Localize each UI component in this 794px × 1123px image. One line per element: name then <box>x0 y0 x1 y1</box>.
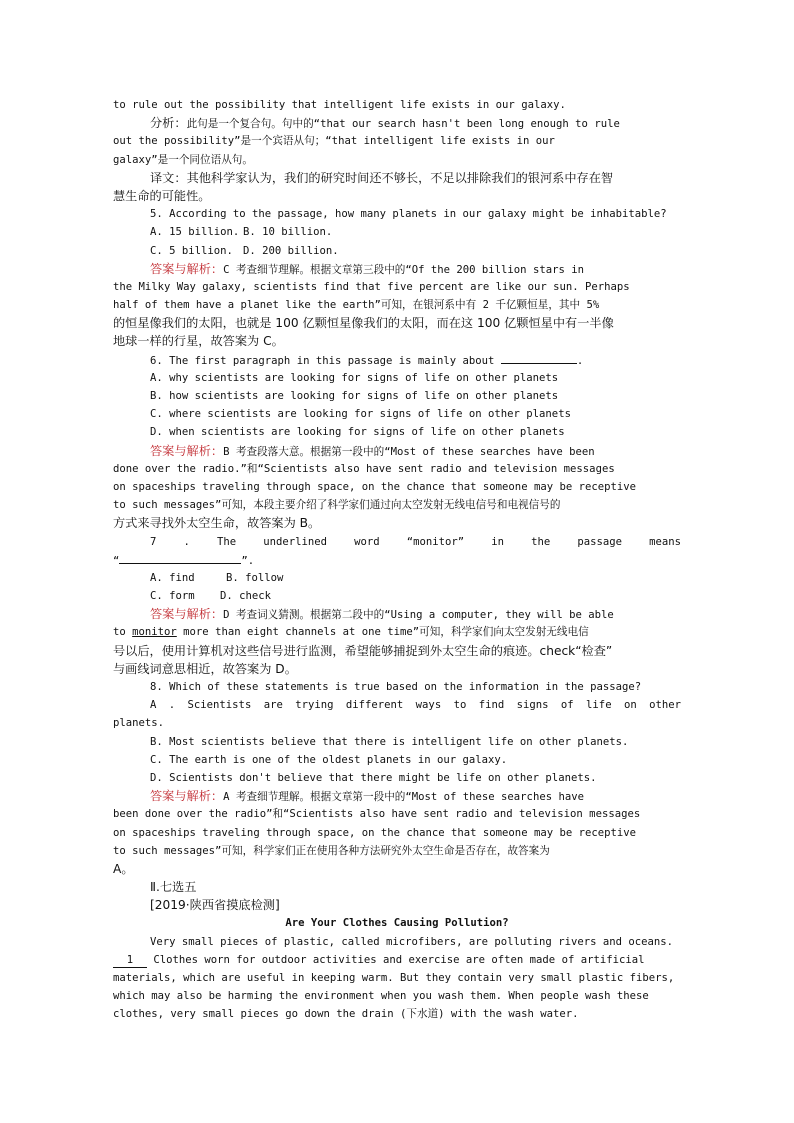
answer-label: 答案与解析： <box>150 607 224 622</box>
text: more than eight channels at one time”可知，科学家们向太空发射无线电信 <box>176 626 589 639</box>
answer-text: A 考查细节理解。根据文章第一段中的“Most of these searches have <box>223 791 584 804</box>
option-b: B. Most scientists believe that there is intelligent life on other planets. <box>150 735 629 748</box>
answer-text: C 考查细节理解。根据文章第三段中的“Of the 200 billion stars in <box>223 263 584 276</box>
option-c: C. where scientists are looking for signs of life on other planets <box>150 408 571 421</box>
blank-1[interactable] <box>113 953 147 968</box>
option-d: D. 200 billion. <box>243 244 339 257</box>
explanation-line: the Milky Way galaxy, scientists find that five percent are like our sun. Perhaps <box>113 280 630 293</box>
explanation-line: 与画线词意思相近，故答案为 D。 <box>113 661 297 676</box>
underlined-word: monitor <box>132 626 177 639</box>
section-source: [2019·陕西省摸底检测] <box>150 898 280 913</box>
option-a: A. why scientists are looking for signs of life on other planets <box>150 371 559 384</box>
answer-blank[interactable] <box>501 351 577 364</box>
explanation-line: to such messages”可知，本段主要介绍了科学家们通过向太空发射无线电信号和电视信号的 <box>113 499 561 512</box>
translation-text: 其他科学家认为，我们的研究时间还不够长，不足以排除我们的银河系中存在智 <box>186 170 614 185</box>
document-page <box>113 96 681 1024</box>
passage-line: clothes, very small pieces go down the drain (下水道) with the wash water. <box>113 1008 579 1021</box>
explanation-line: on spaceships traveling through space, on the chance that someone may be receptive <box>113 826 636 839</box>
option-d: D. Scientists don't believe that there might be life on other planets. <box>150 771 597 784</box>
question-8-stem: 8. Which of these statements is true based on the information in the passage? <box>150 681 642 693</box>
passage-line: materials, which are useful in keeping warm. But they contain very small plastic fibers, <box>113 972 675 984</box>
translation-line: 慧生命的可能性。 <box>113 188 211 203</box>
explanation-line: 的恒星像我们的太阳，也就是 100 亿颗恒星像我们的太阳，而在这 100 亿颗恒星中有一半像 <box>113 316 614 331</box>
option-a: A. 15 billion. <box>150 226 240 239</box>
option-d: D. when scientists are looking for signs of life on other planets <box>150 426 565 439</box>
passage-title: Are Your Clothes Causing Pollution? <box>285 917 509 930</box>
translation-label: 译文： <box>150 170 187 185</box>
question-7-options-row <box>113 587 681 605</box>
text: Clothes worn for outdoor activities and exercise are often made of artificial <box>147 953 645 966</box>
explanation-line: half of them have a planet like the earth”可知，在银河系中有 2 千亿颗恒星，其中 5% <box>113 299 600 312</box>
answer-label: 答案与解析： <box>150 261 224 276</box>
option-c: C. 5 billion. <box>150 244 233 257</box>
question-7-stem-cont <box>113 551 681 569</box>
explanation-line: 号以后，使用计算机对这些信号进行监测，希望能够捕捉到外太空生命的痕迹。check“检查” <box>113 643 613 658</box>
option-a-cont: planets. <box>113 717 165 730</box>
stem-end: . <box>576 354 584 367</box>
passage-line <box>113 951 681 969</box>
answer-label: 答案与解析： <box>150 789 224 804</box>
stem-text: 6. The first paragraph in this passage is mainly about <box>150 354 495 367</box>
answer-line <box>113 442 681 460</box>
answer-label: 答案与解析： <box>150 443 224 458</box>
section-heading: Ⅱ.七选五 <box>150 880 197 895</box>
option-b: B. follow <box>226 571 284 584</box>
option-c: C. form <box>150 590 195 603</box>
question-7-options-row <box>113 569 681 587</box>
answer-line <box>113 605 681 623</box>
question-5-options-row <box>113 242 681 260</box>
question-7-stem: 7 . The underlined word “monitor” in the passage means <box>150 535 681 548</box>
answer-text: B 考查段落大意。根据第一段中的“Most of these searches have been <box>223 445 595 458</box>
option-d: D. check <box>220 590 272 603</box>
explanation-line: been done over the radio”和“Scientists also have sent radio and television messages <box>113 808 641 821</box>
analysis-label: 分析： <box>150 116 187 131</box>
prev-sentence: to rule out the possibility that intelligent life exists in our galaxy. <box>113 99 566 111</box>
explanation-line <box>113 623 681 641</box>
blank-number: 1 <box>126 953 134 966</box>
explanation-line: done over the radio.”和“Scientists also have sent radio and television messages <box>113 462 615 475</box>
passage-line: which may also be harming the environment when you wash them. When people wash these <box>113 990 649 1003</box>
option-b: B. 10 billion. <box>243 226 333 239</box>
explanation-line: on spaceships traveling through space, on the chance that someone may be receptive <box>113 480 636 493</box>
answer-text: D 考查词义猜测。根据第二段中的“Using a computer, they will be able <box>223 609 614 622</box>
translation-line <box>113 169 681 187</box>
analysis-line: galaxy”是一个同位语从句。 <box>113 153 253 166</box>
explanation-line: 方式来寻找外太空生命，故答案为 B。 <box>113 516 321 531</box>
answer-line <box>113 260 681 278</box>
question-5-options-row <box>113 223 681 241</box>
stem-end: ”. <box>241 554 255 567</box>
explanation-line: to such messages”可知，科学家们正在使用各种方法研究外太空生命是否存在，故答案为 <box>113 844 550 857</box>
question-6-stem <box>113 351 681 369</box>
analysis-line <box>113 114 681 132</box>
question-5-stem: 5. According to the passage, how many planets in our galaxy might be inhabitable? <box>150 208 667 221</box>
option-a: A. find <box>150 571 195 584</box>
option-a: A . Scientists are trying different ways to find signs of life on other <box>150 699 681 712</box>
analysis-line: out the possibility”是一个宾语从句；“that intelligent life exists in our <box>113 135 555 148</box>
explanation-line: 地球一样的行星，故答案为 C。 <box>113 334 284 349</box>
stem-open: “ <box>113 554 120 567</box>
answer-line <box>113 787 681 805</box>
option-b: B. how scientists are looking for signs of life on other planets <box>150 390 559 402</box>
explanation-line: A。 <box>113 861 134 876</box>
option-c: C. The earth is one of the oldest planets in our galaxy. <box>150 753 508 766</box>
answer-blank[interactable] <box>119 551 241 564</box>
analysis-text: 此句是一个复合句。句中的“that our search hasn't been long enough to rule <box>186 118 620 131</box>
passage-line: Very small pieces of plastic, called microfibers, are polluting rivers and oceans. <box>150 935 673 948</box>
text: to <box>113 626 133 639</box>
